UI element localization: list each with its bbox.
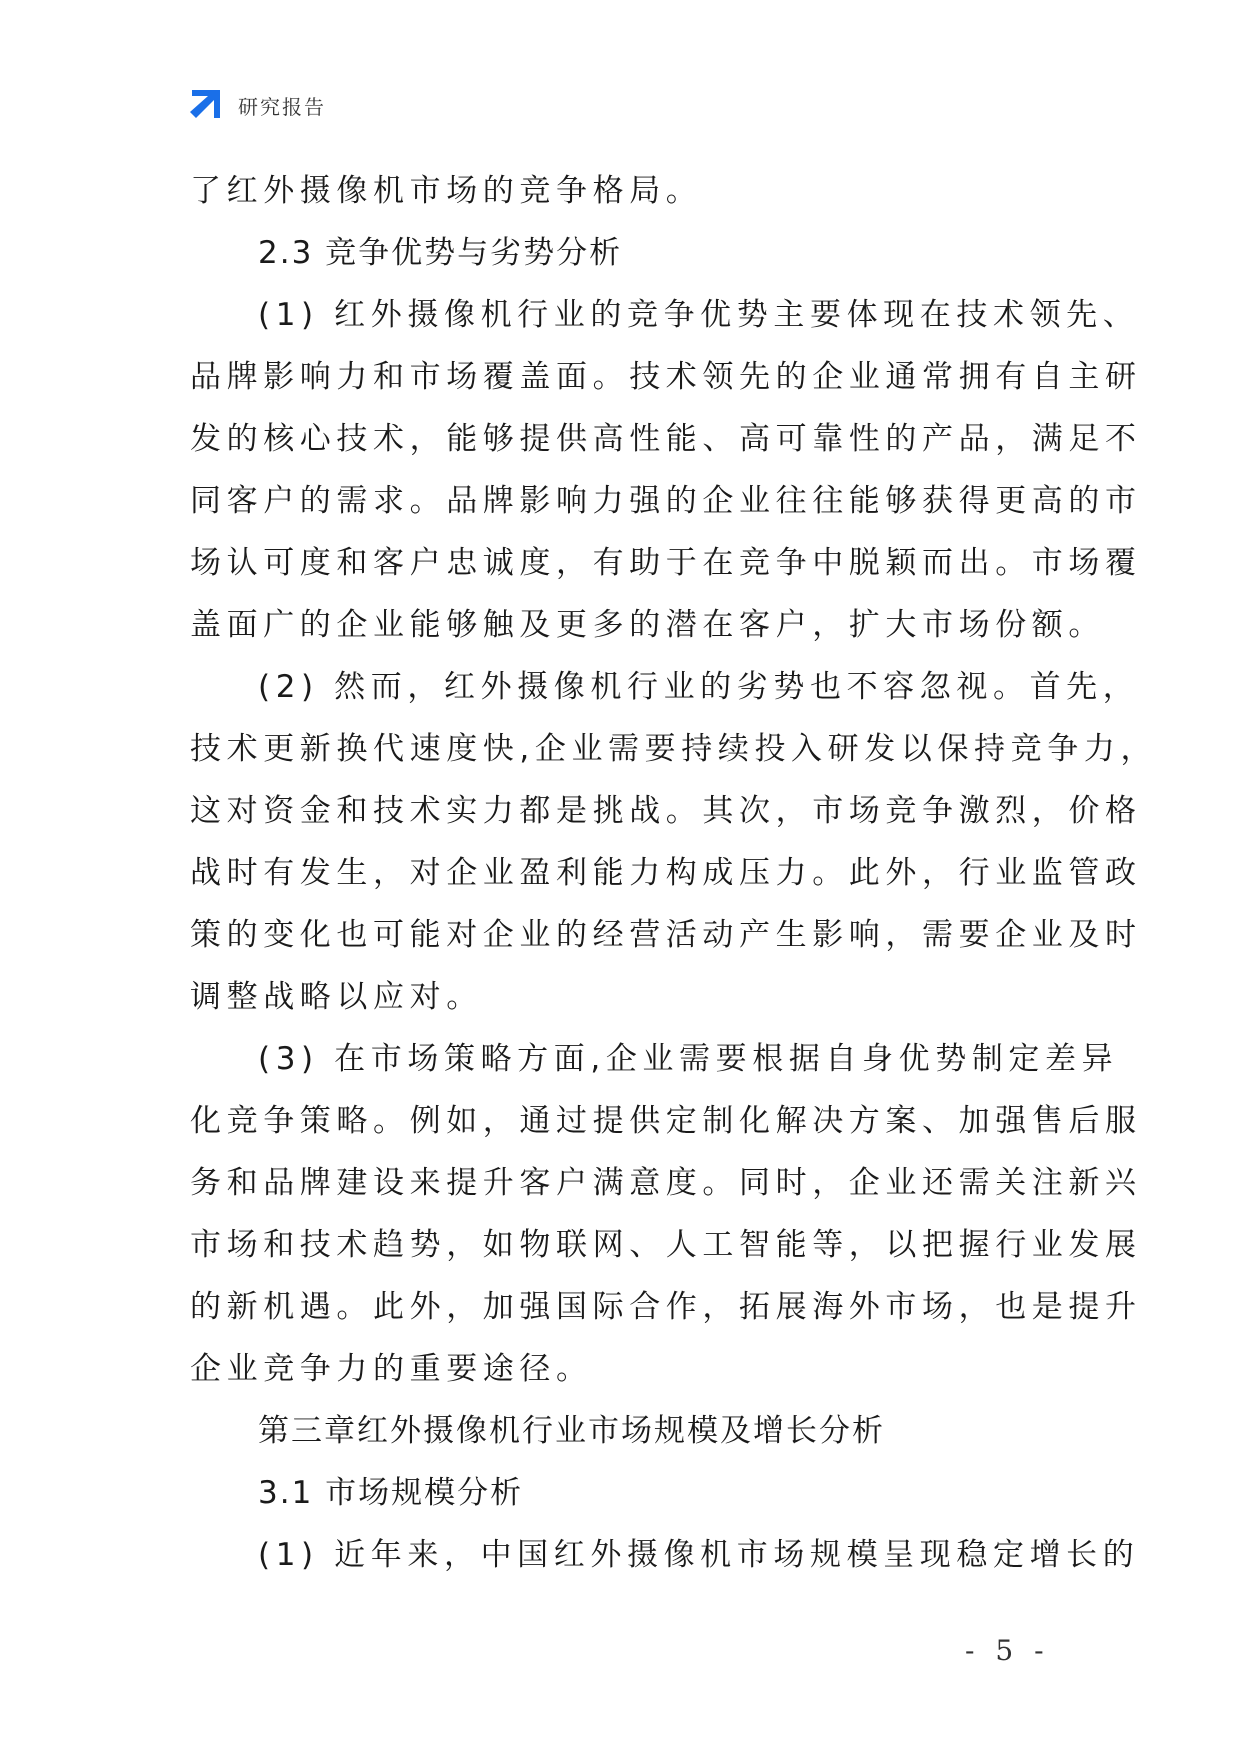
paragraph-line: 企业竞争力的重要途径。 — [190, 1351, 593, 1387]
paragraph-line: 战时有发生，对企业盈利能力构成压力。此外，行业监管政 — [190, 855, 1142, 891]
paragraph-line: 市场和技术趋势，如物联网、人工智能等，以把握行业发展 — [190, 1227, 1142, 1263]
paragraph-line: (2) 然而，红外摄像机行业的劣势也不容忽视。首先， — [258, 669, 1140, 705]
section-heading-3-1: 3.1 市场规模分析 — [258, 1475, 524, 1511]
report-header — [188, 88, 326, 122]
paragraph-line: 这对资金和技术实力都是挑战。其次，市场竞争激烈，价格 — [190, 793, 1142, 829]
paragraph-line: 策的变化也可能对企业的经营活动产生影响，需要企业及时 — [190, 917, 1142, 953]
arrow-up-right-icon — [188, 88, 222, 122]
paragraph-line: 同客户的需求。品牌影响力强的企业往往能够获得更高的市 — [190, 483, 1142, 519]
paragraph-line: 化竞争策略。例如，通过提供定制化解决方案、加强售后服 — [190, 1103, 1142, 1139]
page-number: - 5 - — [965, 1634, 1050, 1667]
paragraph-line: 盖面广的企业能够触及更多的潜在客户，扩大市场份额。 — [190, 607, 1105, 643]
paragraph-line: (1) 近年来，中国红外摄像机市场规模呈现稳定增长的 — [258, 1537, 1140, 1573]
header-title: 研究报告 — [238, 94, 326, 119]
paragraph-line: (1) 红外摄像机行业的竞争优势主要体现在技术领先、 — [258, 297, 1140, 333]
paragraph-line: 品牌影响力和市场覆盖面。技术领先的企业通常拥有自主研 — [190, 359, 1142, 395]
paragraph-line: 务和品牌建设来提升客户满意度。同时，企业还需关注新兴 — [190, 1165, 1142, 1201]
paragraph-line: 发的核心技术，能够提供高性能、高可靠性的产品，满足不 — [190, 421, 1142, 457]
paragraph-line: 了红外摄像机市场的竞争格局。 — [190, 173, 703, 209]
paragraph-line: 场认可度和客户忠诚度，有助于在竞争中脱颖而出。市场覆 — [190, 545, 1142, 581]
chapter-heading-3: 第三章红外摄像机行业市场规模及增长分析 — [258, 1413, 885, 1449]
paragraph-line: 调整战略以应对。 — [190, 979, 483, 1015]
paragraph-line: (3) 在市场策略方面,企业需要根据自身优势制定差异 — [258, 1041, 1119, 1077]
paragraph-line: 技术更新换代速度快,企业需要持续投入研发以保持竞争力， — [190, 731, 1158, 767]
paragraph-line: 的新机遇。此外，加强国际合作，拓展海外市场，也是提升 — [190, 1289, 1142, 1325]
document-body — [190, 160, 1158, 1586]
section-heading-2-3: 2.3 竞争优势与劣势分析 — [258, 235, 623, 271]
